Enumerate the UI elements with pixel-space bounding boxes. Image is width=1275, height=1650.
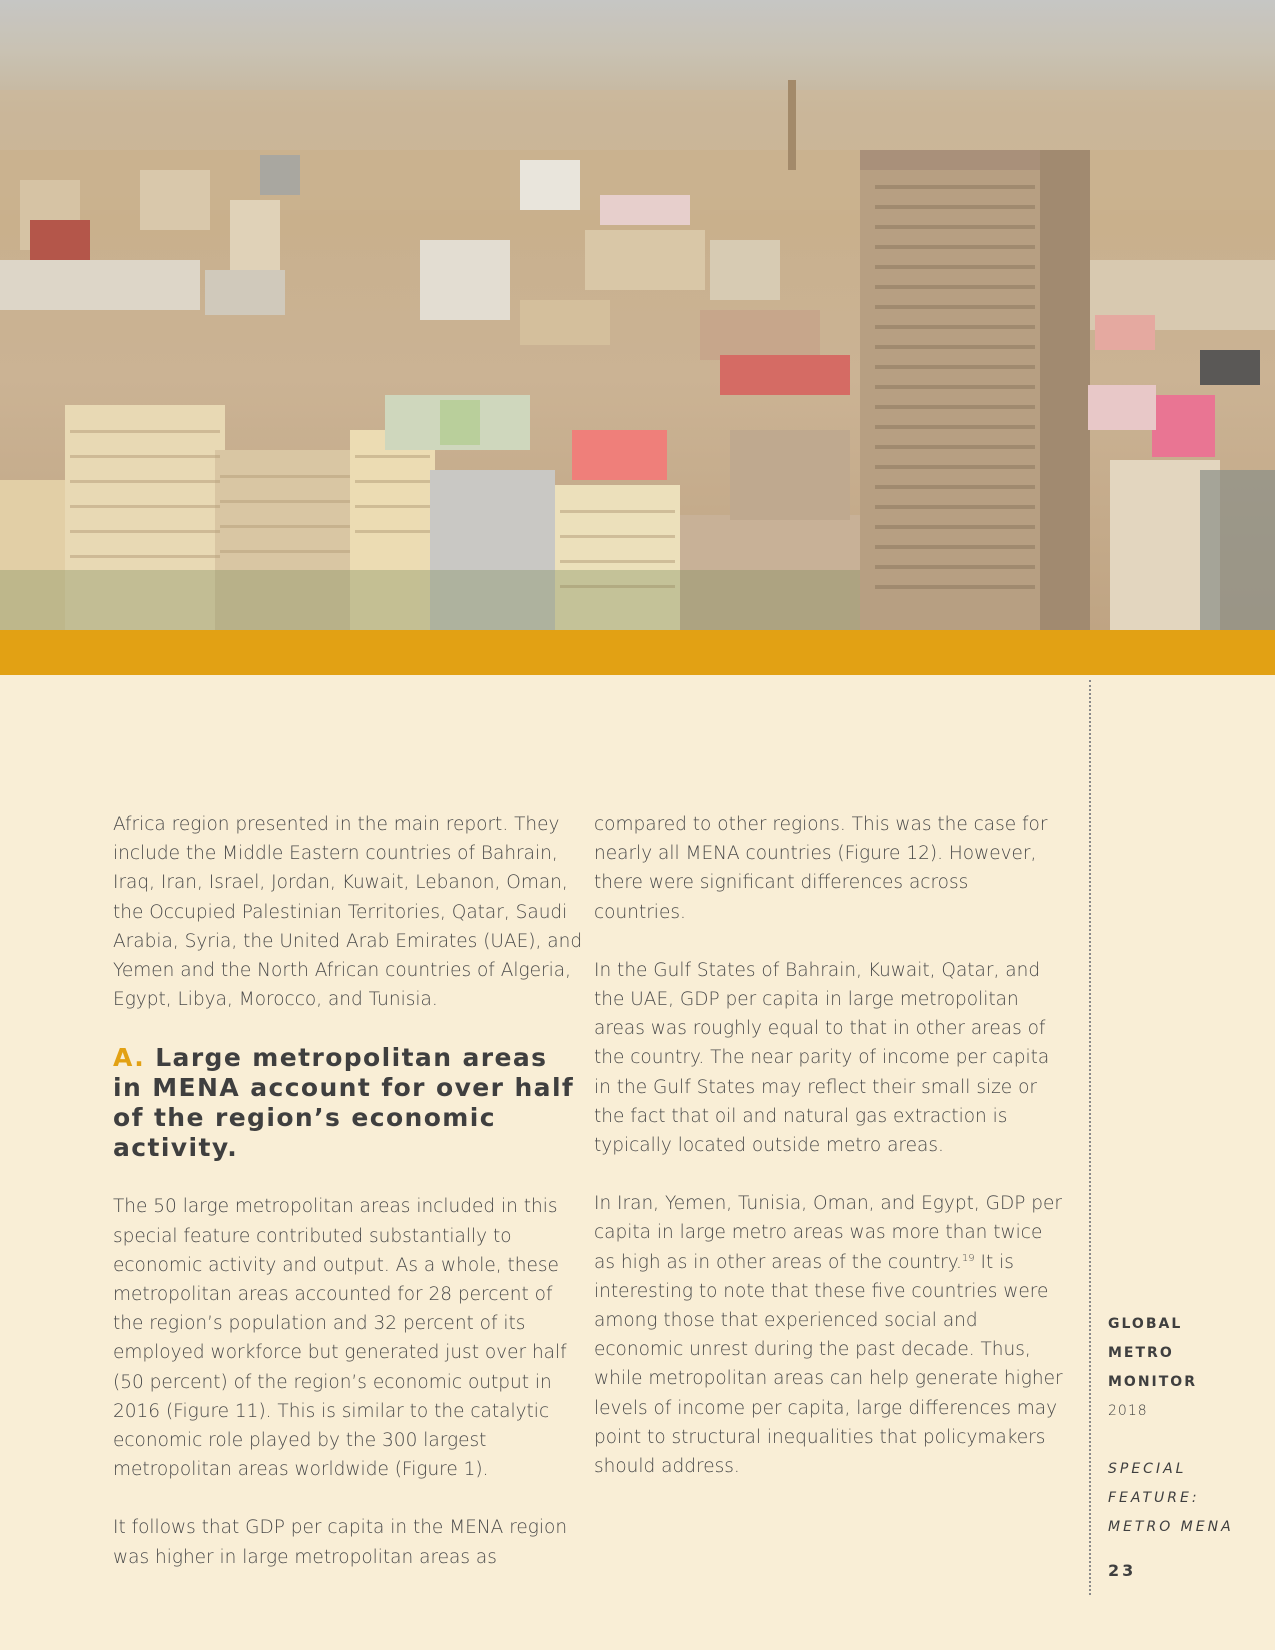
feature-label-line: METRO MENA [1108, 1519, 1234, 1535]
section-letter: A. [113, 1043, 146, 1073]
body-paragraph: In the Gulf States of Bahrain, Kuwait, Qatar, and the UAE, GDP per capita in large metropolitan areas was roughly equal to that in other areas of the country. The near parity of income per capita in the Gulf States may reflect their small size or the fact that oil and natural gas extraction is typically located outside metro areas. [594, 959, 1050, 1157]
city-skyline-photo [0, 0, 1275, 630]
footnote-marker: 19 [961, 1252, 975, 1264]
right-column [594, 810, 1064, 1510]
running-sidebar [1108, 1310, 1258, 1585]
publication-title-line: GLOBAL [1108, 1316, 1183, 1332]
left-column [113, 810, 583, 1601]
section-heading [113, 1043, 583, 1163]
body-paragraph: The 50 large metropolitan areas included in this special feature contributed substantially to economic activity and output. As a whole, these metropolitan areas accounted for 28 percent of the region’s population and 32 percent of its employed workforce but generated just over half (50 percent) of the region’s economic output in 2016 (Figure 11). This is similar to the catalytic economic role played by the 300 largest metropolitan areas worldwide (Figure 1). [113, 1196, 567, 1481]
publication-title-line: METRO [1108, 1345, 1174, 1361]
intro-paragraph: Africa region presented in the main report. They include the Middle Eastern countries of Bahrain, Iraq, Iran, Israel, Jordan, Kuwait, Lebanon, Oman, the Occupied Palestinian Territories, Qatar, Saudi Arabia, Syria, the United Arab Emirates (UAE), and Yemen and the North African countries of Algeria, Egypt, Libya, Morocco, and Tunisia. [113, 814, 583, 1011]
page-number: 23 [1108, 1561, 1137, 1580]
body-paragraph: It follows that GDP per capita in the MENA region was higher in large metropolitan areas as [113, 1517, 568, 1568]
body-paragraph [594, 1189, 1064, 1481]
feature-label-line: SPECIAL [1108, 1461, 1187, 1477]
feature-label-line: FEATURE: [1108, 1490, 1200, 1506]
dotted-divider [1089, 680, 1091, 1595]
paragraph-text: In Iran, Yemen, Tunisia, Oman, and Egypt, GDP per capita in large metro areas was more than twice as high as in other areas of the country. [594, 1193, 1062, 1273]
publication-year: 2018 [1108, 1403, 1148, 1419]
header-photo [0, 0, 1275, 630]
paragraph-text: It is interesting to note that these five countries were among those that experienced social and economic unrest during the past decade. Thus, while metropolitan areas can help generate higher levels of income per capita, large differences may point to structural inequalities that policymakers should address. [594, 1251, 1063, 1478]
accent-band [0, 630, 1275, 675]
section-heading-text: Large metropolitan areas in MENA account for over half of the region’s economic activity. [113, 1043, 575, 1163]
body-paragraph: compared to other regions. This was the case for nearly all MENA countries (Figure 12). However, there were significant differences across countries. [594, 814, 1048, 923]
publication-title-line: MONITOR [1108, 1374, 1197, 1390]
